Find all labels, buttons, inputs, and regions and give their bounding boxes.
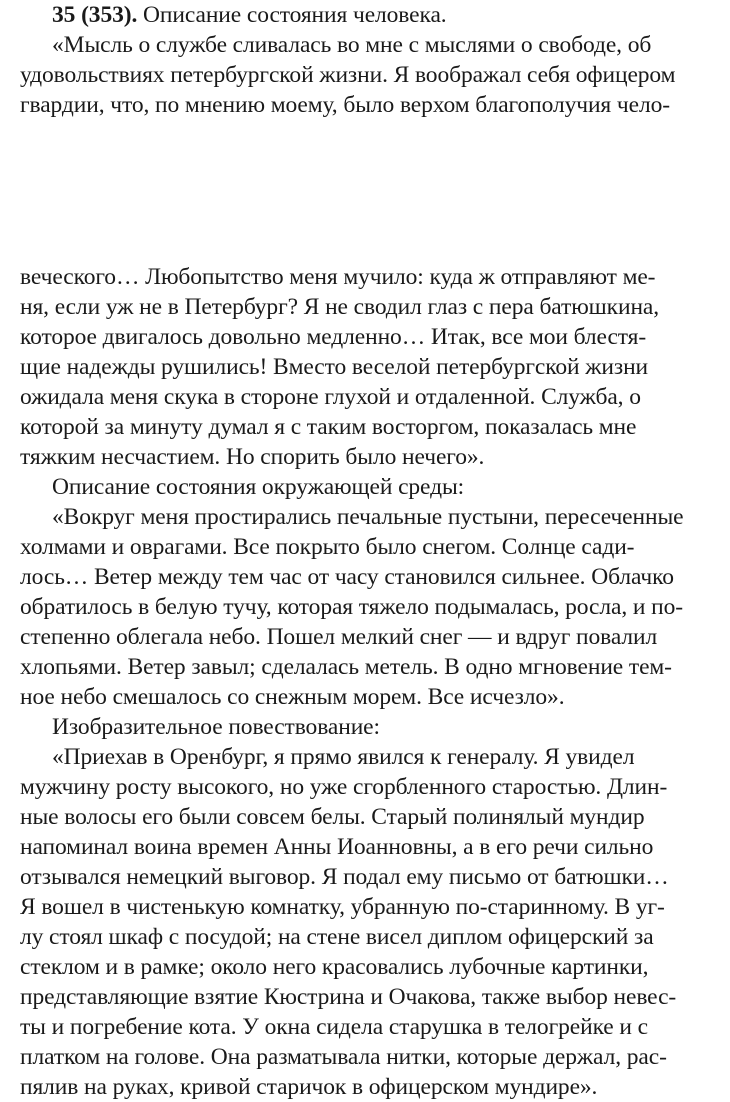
text-line: степенно облегала небо. Пошел мелкий снег — и вдруг повалил xyxy=(20,624,658,650)
text-line: хлопьями. Ветер завыл; сделалась метель. В одно мгновение тем- xyxy=(20,654,672,680)
heading-line xyxy=(52,0,447,30)
text-line: «Мысль о службе сливалась во мне с мыслями о свободе, об xyxy=(52,32,652,58)
text-line: которой за минуту думал я с таким восторгом, показалась мне xyxy=(20,414,637,440)
text-line: которое двигалось довольно медленно… Итак, все мои блестя- xyxy=(20,324,647,350)
text-line: платком на голове. Она разматывала нитки, которые держал, рас- xyxy=(20,1044,667,1070)
text-line: пялив на руках, кривой старичок в офицерском мундире». xyxy=(20,1074,598,1100)
exercise-number: 35 (353). xyxy=(52,2,138,28)
text-line: гвардии, что, по мнению моему, было верхом благополучия чело- xyxy=(20,92,670,118)
text-line: удовольствиях петербургской жизни. Я воображал себя офицером xyxy=(20,62,676,88)
text-line: ное небо смешалось со снежным морем. Все исчезло». xyxy=(20,684,565,710)
text-line: веческого… Любопытство меня мучило: куда ж отправляют ме- xyxy=(20,264,656,290)
text-line: лось… Ветер между тем час от часу становился сильнее. Облачко xyxy=(20,564,674,590)
text-line: представляющие взятие Кюстрина и Очакова, также выбор невес- xyxy=(20,984,677,1010)
exercise-title: Описание состояния человека. xyxy=(143,2,447,28)
text-line: щие надежды рушились! Вместо веселой петербургской жизни xyxy=(20,354,649,380)
text-line: «Приехав в Оренбург, я прямо явился к генералу. Я увидел xyxy=(52,744,635,770)
text-line: ня, если уж не в Петербург? Я не сводил глаз с пера батюшкина, xyxy=(20,294,660,320)
text-line: ты и погребение кота. У окна сидела старушка в телогрейке и с xyxy=(20,1014,648,1040)
text-line: «Вокруг меня простирались печальные пустыни, пересеченные xyxy=(52,504,684,530)
subheading: Описание состояния окружающей среды: xyxy=(52,474,465,500)
text-line: лу стоял шкаф с посудой; на стене висел диплом офицерский за xyxy=(20,924,654,950)
text-line: Я вошел в чистенькую комнатку, убранную по-старинному. В уг- xyxy=(20,894,665,920)
text-line: ожидала меня скука в стороне глухой и отдаленной. Служба, о xyxy=(20,384,641,410)
text-line: отзывался немецкий выговор. Я подал ему письмо от батюшки… xyxy=(20,864,669,890)
text-line: тяжким несчастием. Но спорить было нечего». xyxy=(20,444,485,470)
text-line: мужчину росту высокого, но уже сгорбленного старостью. Длин- xyxy=(20,774,668,800)
text-line: стеклом и в рамке; около него красовались лубочные картинки, xyxy=(20,954,649,980)
subheading: Изобразительное повествование: xyxy=(52,714,380,740)
text-line: обратилось в белую тучу, которая тяжело подымалась, росла, и по- xyxy=(20,594,683,620)
text-line: ные волосы его были совсем белы. Старый полинялый мундир xyxy=(20,804,645,830)
text-line: напоминал воина времен Анны Иоанновны, а в его речи сильно xyxy=(20,834,654,860)
text-line: холмами и оврагами. Все покрыто было снегом. Солнце сади- xyxy=(20,534,635,560)
